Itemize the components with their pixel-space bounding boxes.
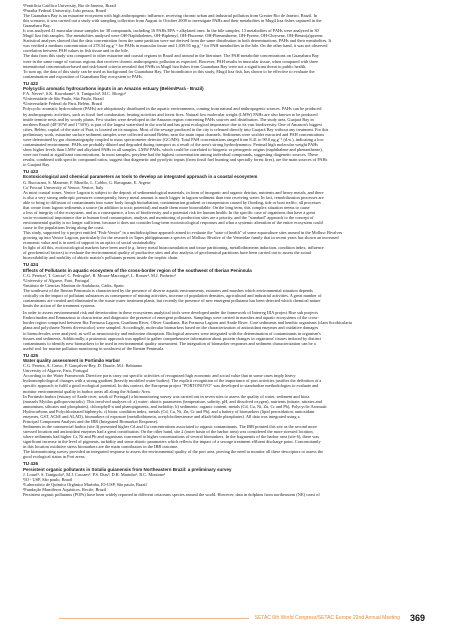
body-line: critically on the impact of pollutant substances as consequence of mining activities, increase of population densities, agricultural and industrial activities. A great number of [23, 293, 322, 299]
body-line: were determined by gas chromatography coupled to mass spectrometer detector (GC/MS). Total PAH concentrations ranged from 8.41 to 90.0 ng.g⁻¹ (d.w.), indicating a low [23, 136, 324, 142]
abstract-code: TU 423 [23, 169, 39, 175]
body-line: where sediments had higher Cr, Ni and Pb and organisms concerned to higher concentrations of several biomarkers. In the fragmentis of the harbor area (site 6), there was [23, 433, 319, 439]
body-line: cities, Belém, capital of the state of Pará, is located on its margins. Most of the sewage produced in the city is released directly into Guajará Bay without any treatment. For this [23, 126, 329, 132]
body-line: a loss of integrity of the ecosystem, and as a consequence, a loss of biodiversity and a potential risk for human health. In the specific case of organisms that have a great [23, 209, 316, 215]
body-line: contaminated environment. PAHs are probably diluted and degraded during transport as a result of the area's strong hydrodynamics. Perimal high molecular weight PAHs [23, 141, 319, 147]
body-line: Persistent organic pollutants (POPs) have been widely reported in different cetaceans species around the world. However, data in dolphins from northeastern (NE) coast of [23, 491, 320, 497]
abstract-code: TU 426 [23, 461, 39, 467]
affiliation-line: ²Laboratório de Química Orgânica Marinha, IO-USP, São paulo, Brazil [23, 481, 147, 487]
page-footer [23, 612, 425, 624]
affiliation-line: ²Paraiba Federal University, João pessoa, Brazil [23, 8, 107, 14]
body-line: contaminants to identify new biomarkers to be used in environmental quality assessment. The integration of biomarker responses and sediment characterization can be a [23, 340, 316, 346]
body-line: stressed location and antioxidant enzymes had a great contribution. On the other hand, site 2 (outer basin of the harbor area) was considered the more stressed location, [23, 428, 314, 434]
affiliation-line: F.A. Neves¹, S.K. Kawakami², S. Taniguchi², M.C. Bícego² [23, 91, 126, 97]
body-line: In order to assess environmental risk and deterioration in these ecosystems analytical tools were developed under the framework of Interreg IIIA project Rise sub projects [23, 310, 319, 316]
abstract-title: Water quality assessment in Portimão Harbor [23, 358, 121, 364]
affiliation-line: ¹University of Algarve, Faro, Portugal [23, 278, 90, 284]
body-line: to Guajará Bay. [23, 161, 51, 167]
body-line: The Guanabara Bay is an estuarine ecosystem with high anthropogenic influence, receiving chronic urban and industrial pollution from Greater Rio de Janeiro, Brazil. In [23, 13, 318, 19]
body-line: The data from this study was compared to other estuarine and coastal regions in Brazil and around in the literature. The PAH metabolite concentrations on Guanabara Bay [23, 53, 319, 59]
body-line: monitor environmental quality in harbor areas all along the Atlantic Area. [23, 388, 151, 394]
body-line: As most coastal zones, Venice Lagoon is subject to the deposit of sedimentological materials, in form of inorganic and organic detritus, nutrients and heavy metals, and there [23, 189, 324, 195]
abstracts-column [23, 3, 435, 497]
body-line: in this location oxidative stress biomarkers are the main contributors in the IBR outcome. [23, 444, 179, 450]
body-line: was verified a medium concentration of 278.34 ng.g⁻¹ for PAHs in muscular tissue and 1,039.95 ng.g⁻¹ for PAH metabolites in the bile. On the other hand, it was not observed [23, 43, 328, 49]
body-line: Polycyclic aromatic hydrocarbons (PAHs) are ubiquitously distributed in the aquatic environments, coming from natural and anthropogenic sources. PAHs can be produced [23, 106, 322, 112]
body-line: limits the action of the treatment systems. [23, 303, 96, 309]
body-line: Sediments in the commercial harbor (site 4) presented higher Cd and Cu concentrations associated to organic contaminants. The IBR pointed this site as the second more [23, 423, 317, 429]
body-line: this scenario, it was carried out a study with sampling collection from August to October 2008 to investigate PAHs and their metabolites in Mugil liza fishes captured in the [23, 18, 322, 24]
body-line: In Portimão harbor (estuary of Arade river, south of Portugal) a biomonitoring survey was carried out in seven sites to assess the quality of water, sediment and biota [23, 393, 310, 399]
affiliation-line: University of Algarve, Faro, Portugal [23, 368, 88, 374]
body-line: were not found at significant concentrations. In most samples, perylene had the highest concentration among individual compounds, suggesting diagenetic sources. These [23, 151, 318, 157]
body-line: international concentration-based and risk-based criteria revealed that PAHs in Mugil liza fishes from Guanabara Bay were not a significant threat to public health. [23, 63, 307, 69]
body-line: (mussels Mytilus galloprovincialis). This involved analyses of: a) water: abiotic parameters (temperature, salinity, pH, and dissolved oxygen), nutrients (nitrate, nitrates and [23, 398, 322, 404]
body-line: In light of all this, ecotoxicological markers have been used (e.g. heavy metal bioaccumulation and tissue partitioning, metallothioneins induction, condition index, influence [23, 245, 324, 251]
body-line: by anthropogenic activities, such as fossil fuel combustion, heating activities and forest fires. Natural low molecular weight (LMW) PAHs are also known to be produced [23, 111, 318, 117]
affiliation-line: G. Buccarani, S. Manente, F. Minello, L. Cobbo, G. Ravagnan, E. Argese [23, 179, 151, 185]
abstract-code: TU 422 [23, 80, 39, 86]
body-line: growing up into Venice Lagoon, particularly for the research in Tapes philippinarum a species of Mollusc Bivalve of the Veneridae family that in recent years has shown an increased [23, 235, 339, 241]
body-line: Statistical analyses showed that the data concentration from the same partition were not derived from the same distribution in both determinations, PAHs and their metabolites. It [23, 38, 332, 44]
body-line: hydromorphological changes with a strong gradient (heavily modified water bodies). The explicit recognition of the importance of port activities justifies the definition of a [23, 378, 322, 384]
body-line: inside termite nests and by woody plants. Few studies were developed in the Amazon region concerning PAHs sources and distribution. The study area, Guajará Bay in [23, 116, 314, 122]
body-line: that create from lagoon sediments a source (in addition to toxic potential) and made them more bioavailable. On the long term, this complex situation seems to cause [23, 204, 310, 210]
body-line: contaminants are created and eliminated in the waste water treatment plants, but recently the presence of new emergent pollutants has been detected which chemical nature [23, 298, 321, 304]
body-line: correlation between PAH values in fish tissue and in the bile. [23, 48, 129, 54]
body-line: cause to the populations living along the coast. [23, 225, 105, 231]
abstract-title: Ecotoxicological and chemical parameters as tools to develop an integrated approach in a coastal ecosystem [23, 174, 258, 180]
body-line: According to the Water Framework Directive ports carry out specific activities of recognized high economic and social value that in some cases imply heavy [23, 373, 296, 379]
footer-rule [59, 618, 249, 619]
body-line: specific approach to fulfil a good ecological potential. In this context, the European project "PORTONOVO" was developed to standardize methodologies to evaluate and [23, 383, 319, 389]
body-line: results, combined with specific compound ratios, suggest that diagenetic and pyrolytic inputs (from fossil fuel burning and specially forest fires), are the main sources of PAHs [23, 156, 328, 162]
abstract-title: Persistent organic pollutants in Sotalia guianensis from Northeastern Brazil: a preliminary survey [23, 466, 232, 472]
body-line: Principal Component Analysis and the IBR (Integrated Biomarker Response). [23, 418, 159, 424]
body-line: economic value and is in need of support in an optics of social sustainability. [23, 240, 157, 246]
body-line: socio-economical importance due to human food consumption, analysis and monitoring of production sites are a priority, and the "standard" approach to the concept of [23, 214, 314, 220]
body-line: contamination and exposition of Guanabara Bay ecosystem to PAHs. [23, 73, 143, 79]
body-line: Guanabara Bay. [23, 23, 51, 29]
body-line: The biomonitoring survey provided an integrated response to assess the environmental quality of the port area, proving the need to monitor all these descriptors to assess the [23, 449, 324, 455]
affiliation-line: ¹Pontifícia Católica University, Rio de Janeiro, Brazil [23, 3, 116, 8]
body-line: This study, supported by a project entitled "Fish-Venice" in a multidisciplinar approach aimed to evaluate the "state of health" of some aquaculture sites around in the Mollusc Bivalves [23, 230, 343, 236]
body-line: preliminary work, estuarine surface sediment samples were collected around Belém, near the main input channels. Sediments were soxhlet extracted and PAH concentrations [23, 131, 325, 137]
body-line: plana and polychaete Nereis diversicolor) were sampled. Accordingly, molecular biomarkers based on the characterization of antioxidant enzymes and oxidative damages [23, 325, 319, 331]
body-line: environmental quality is no longer sufficient, because it does not consider long-term ecotoxicological responses and what a systemic alteration of the entire ecosystem could [23, 220, 323, 225]
body-line: to biomolecules were analysed, as well as neurotoxicity and endocrine disruption. Biological answers were integrated with the determination of contaminants in organism's [23, 330, 321, 336]
abstract-title: Polycyclic aromatic hydrocarbons inputs in an Amazon estuary (Belém/Pará - Brazil) [23, 86, 204, 92]
body-line: The southwest of the Iberian Peninsula is characterized by the presence of diverse aquatic environments, estuaries and marshes which environmental situation depends [23, 288, 313, 294]
body-line: Hydrocarbons and Polychlorinated biphenyls; c) biota: condition index, metals (Cd, Cu, Ni, Zn, Cr and Pb), and a battery of biomarkers (lipid peroxidation, antioxidant [23, 408, 315, 414]
body-line: good ecological status in Port areas. [23, 454, 86, 460]
body-line: able to bring to diffusion of contaminants into water body trough bioturbation, contamination gradient or resuspension caused by flooding, tide or boat traffic; all processes [23, 199, 321, 205]
page-number: 369 [409, 613, 425, 623]
abstract-title: Effects of Pollutants in aquatic ecosystem of the cross-border region of the southwest of Iberian Peninsula [23, 267, 252, 273]
affiliation-line: C.G. Pereira¹, T. Garcia², C. Pedrogão¹, R. Moura-Marcorga², L. Rosser¹, M.J. Pinheiro¹ [23, 272, 176, 278]
body-line: Endocrinoden and Emmazimo to characterize and diagnostic the presence of emergent pollutants. Samplings were carried in marshes and aquatic ecosystems of the cross- [23, 315, 319, 321]
affiliation-line: ¹IO - USP, São paulo, Brazil [23, 476, 73, 482]
body-line: of geochemical factors) to evaluate the environmental quality of productive sites and also analysis of geochemical partitions have been carried out to assess the actual [23, 250, 312, 256]
abstract-code: TU 424 [23, 262, 39, 268]
body-line: Mugil liza fish samples. The metabolites analysed were OH-Naphthalenes, OH-Biphenyl, OH-Fluorene, OH-Phenanthrene, OH-Pyrene, OH-Chrysene, OH-Benzo(a)pyrene. [23, 33, 324, 39]
affiliation-line: ³Fundação Mamíferos Aquáticos, Recife, Brazil [23, 486, 107, 492]
body-line: significant increase in the level of pigments, turbidity and some abiotic parameters which reflects the impact of a sewage treatment effluent discharge point. Concomitantly [23, 439, 321, 444]
affiliation-line: ²Instituto de Ciencias Marinas de Andalucia, Cádiz, Spain [23, 283, 124, 289]
body-line: To sum up, the data of this study can be used as background for Guanabara Bay. The bioindicator in this study, Mugil liza fish, has shown to be effective to evaluate the [23, 68, 315, 74]
body-line: tissues and sediments. Additionally, a proteomic approach was applied to gather comprehensive information about protein changes in organisms' tissues induced by distinct [23, 335, 322, 341]
body-line: useful tool for marine pollution monitoring in southwest of the Iberian Peninsula. [23, 345, 165, 351]
body-line: border region comprised between Ria Formosa Lagoon, Guadiana River, Oliver Guadiana, Ria Formosa Lagoon and Arade River. Core sediments and benthic organisms (clam Scrobicularia [23, 320, 352, 326]
body-line: bioavailability and mobility of abiotic matrix's pollutants present inside the trophic chain. [23, 255, 179, 261]
body-line: is also a very strong anthropic pressures consequently, heavy metal amount is much bigger in lagoon sediment than into receiving water. In fact, remobilization processes are [23, 194, 324, 200]
body-line: show higher levels than LMW and alkylated PAHs in all samples. LMW PAHs, which could be correlated to biogenic or petrogenic origins (naphthalene and phenanthrene), [23, 146, 323, 152]
affiliation-line: C.G. Pereira, A. Cravo, F. Gonçalves-Rey, D. Duarte, M.J. Bebianno [23, 363, 143, 369]
abstract-code: TU 425 [23, 352, 39, 358]
body-line: It was analyzed 41 muscular tissue samples for 38 compounds, including 16 PAHs EPA + alkylated ones. In the bile samples, 13 metabolites of PAHs were analyzed in 30 [23, 28, 319, 34]
affiliation-line: J. Lourd¹, S. Taniguchi¹, M.J. Cascaes², P.S. Dias³, D.R. Marinho³, R.C. Montone¹ [23, 471, 166, 477]
affiliation-line: ¹Universidade de São Paulo, São Paulo, Brazil [23, 96, 104, 102]
body-line: enzymes, GST, AChE and ALAD), biomarkers of exposure (metallothionein, acetylcholinesterase and alkali-labile phosphates). All data was integrated using a [23, 413, 300, 419]
footer-meeting-name: SETAC 6th World Congress/SETAC Europe 22nd Annual Meeting [254, 615, 400, 621]
body-line: northern Brazil (48°30'W and 1°30'S), is part of the largest watershed in the world and has great ecological importance due to its vast biodiversity. One of Amazon's biggest [23, 121, 322, 127]
body-line: ammonium, silicates and phosphates), chlorophyll-a and phaeopigments, and turbidity; b) sediments: organic content, metals (Cd, Cu, Ni, Zn, Cr and Pb), Polycyclic Aromatic [23, 403, 328, 409]
body-line: were in the same range of various regions that receives chronic anthropogenic pollution as expected. However, PAH results in muscular tissue, when compared with three [23, 58, 319, 64]
affiliation-line: Ca' Foscari University of Venice, Venice, Italy [23, 184, 104, 190]
affiliation-line: ²Universidade Federal do Pará, Belém, Brazil [23, 101, 103, 107]
